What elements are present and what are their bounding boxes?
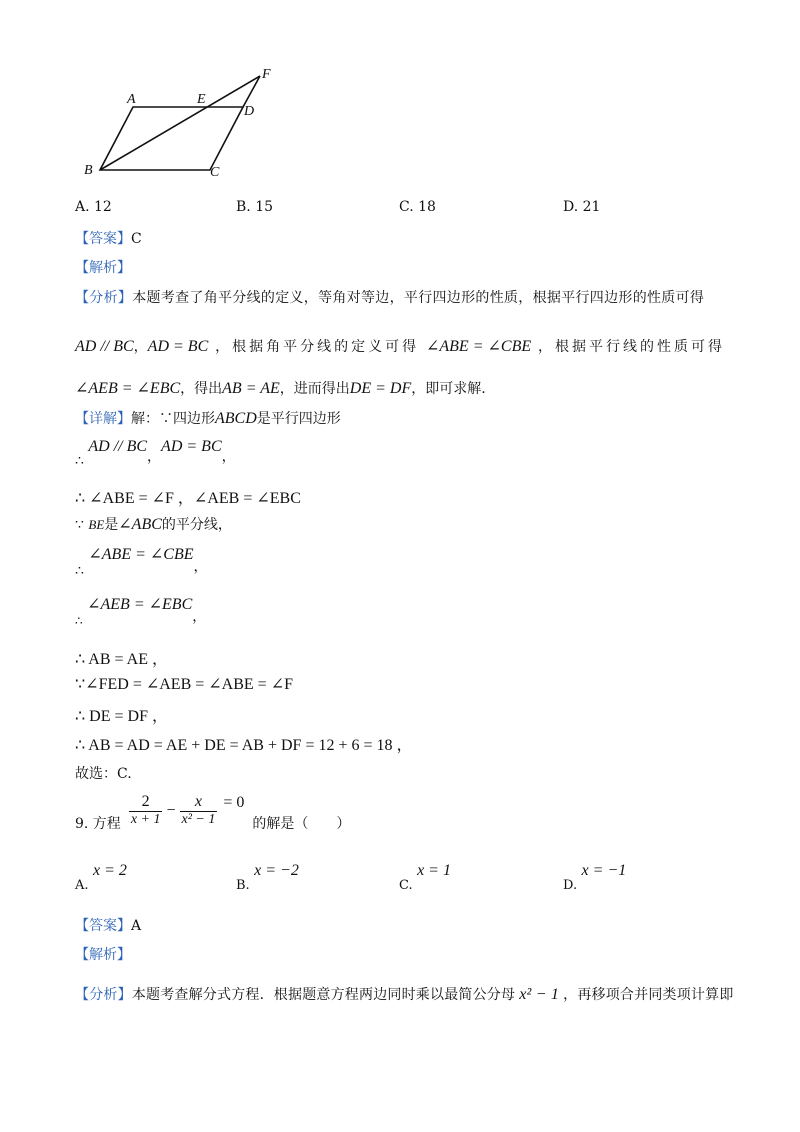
q9-fraction-2: [180, 793, 218, 828]
text: ，: [147, 449, 162, 465]
math: AB = AE: [222, 380, 280, 397]
q8-step-8: ∴ DE = DF ，: [75, 708, 168, 725]
math: x² − 1: [519, 986, 560, 1003]
option-letter: A.: [75, 878, 89, 893]
option-value: x = −2: [254, 862, 299, 879]
parallelogram-abcd: [100, 107, 243, 170]
text: ，: [133, 339, 148, 355]
q8-step-7: ∵∠FED = ∠AEB = ∠ABE = ∠F: [75, 676, 293, 693]
text: ，根据平行线的性质可得: [537, 339, 725, 355]
q8-analysis-tag: 【解析】: [75, 260, 131, 276]
therefore-symbol: ∴: [75, 453, 84, 469]
q8-fenxi-line2: [75, 336, 725, 356]
math: AD = BC: [147, 338, 209, 355]
therefore-symbol: ∴: [75, 563, 84, 579]
math: AD // BC: [88, 438, 148, 455]
math: AD = BC: [161, 438, 222, 455]
q8-conclusion: 故选：C.: [75, 766, 132, 782]
math: ∠ABE = ∠CBE: [88, 546, 194, 563]
fraction-denominator: x + 1: [130, 812, 161, 827]
equals-zero: = 0: [223, 793, 245, 811]
q8-fenxi-line3: [75, 378, 486, 398]
parallelogram-figure: [80, 62, 300, 188]
minus-sign: −: [166, 801, 176, 819]
q8-detail-intro: [75, 408, 341, 428]
answer-value: C: [131, 231, 142, 247]
q9-answer: [75, 915, 141, 935]
q9-option-b: [236, 862, 299, 893]
q9-option-d: [563, 862, 627, 893]
answer-tag: 【答案】: [75, 918, 131, 934]
text: ，得出: [180, 381, 223, 397]
label-d: D: [244, 104, 255, 119]
option-letter: C.: [399, 878, 413, 893]
option-value: x = 2: [92, 862, 127, 879]
math: ∠AEB = ∠EBC: [87, 596, 193, 613]
text: ，再移项合并同类项计算即: [563, 987, 734, 1003]
text: ∵: [75, 517, 84, 533]
math: BE: [88, 517, 105, 532]
therefore-symbol: ∴: [75, 614, 83, 628]
label-e: E: [197, 92, 206, 107]
q9-stem: [75, 793, 351, 832]
text: 的平分线，: [161, 517, 232, 533]
answer-value: A: [131, 918, 142, 934]
q9-option-c: [399, 862, 451, 893]
label-a: A: [127, 92, 136, 107]
text: 是: [104, 517, 119, 533]
math: ∠AEB = ∠EBC: [75, 380, 181, 397]
label-f: F: [262, 67, 271, 82]
text: ，: [221, 449, 236, 465]
math: ABCD: [215, 410, 257, 427]
q9-fenxi-line: [75, 984, 734, 1004]
q8-answer: [75, 228, 142, 248]
q8-option-a: A. 12: [75, 199, 112, 215]
fraction-numerator: 2: [129, 793, 163, 812]
q9-fraction-1: [129, 793, 163, 828]
math: ∠ABE = ∠CBE: [425, 338, 532, 355]
math: DE = DF: [349, 380, 412, 397]
fraction-numerator: x: [180, 793, 218, 812]
q9-tail: 的解是（ ）: [252, 815, 351, 832]
fraction-denominator: x² − 1: [181, 812, 216, 827]
q9-number: 9. 方程: [75, 815, 121, 832]
text: ，根据角平分线的定义可得: [215, 339, 420, 355]
answer-tag: 【答案】: [75, 231, 131, 247]
detail-tag: 【详解】: [75, 411, 131, 427]
option-letter: D.: [563, 878, 578, 893]
text: 是平行四边形: [256, 411, 341, 427]
q8-step-2: ∴ ∠ABE = ∠F ，∠AEB = ∠EBC: [75, 490, 301, 507]
option-value: x = 1: [417, 862, 451, 879]
text: 本题考查解分式方程．根据题意方程两边同时乘以最简公分母: [131, 987, 516, 1003]
option-letter: B.: [236, 878, 250, 893]
q8-step-5: [75, 594, 207, 628]
fenxi-tag: 【分析】: [75, 987, 132, 1003]
math: AD // BC: [75, 338, 134, 355]
text: ，: [192, 609, 207, 625]
q8-option-b: B. 15: [236, 199, 274, 215]
fenxi-text: 本题考查了角平分线的定义，等角对等边，平行四边形的性质，根据平行四边形的性质可得: [132, 290, 705, 306]
q9-analysis-tag: 【解析】: [75, 947, 131, 963]
q8-option-d: D. 21: [563, 199, 601, 215]
q8-step-1: [75, 436, 236, 469]
label-c: C: [210, 165, 220, 180]
q8-step-6: ∴ AB = AE ，: [75, 651, 168, 668]
q8-option-c: C. 18: [399, 199, 436, 215]
option-value: x = −1: [581, 862, 627, 879]
q8-step-9: ∴ AB = AD = AE + DE = AB + DF = 12 + 6 = 18 ，: [75, 737, 413, 754]
q9-option-a: [75, 862, 127, 893]
math: ∠ABC: [118, 516, 162, 533]
q8-step-4: [75, 544, 208, 579]
q8-step-3: [75, 514, 232, 534]
text: ，即可求解.: [411, 381, 486, 397]
text: ，进而得出: [279, 381, 350, 397]
text: 解：∵四边形: [131, 411, 215, 427]
fenxi-tag: 【分析】: [75, 290, 133, 306]
text: ，: [193, 559, 208, 575]
q8-fenxi-line1: [75, 287, 704, 307]
label-b: B: [84, 163, 93, 178]
